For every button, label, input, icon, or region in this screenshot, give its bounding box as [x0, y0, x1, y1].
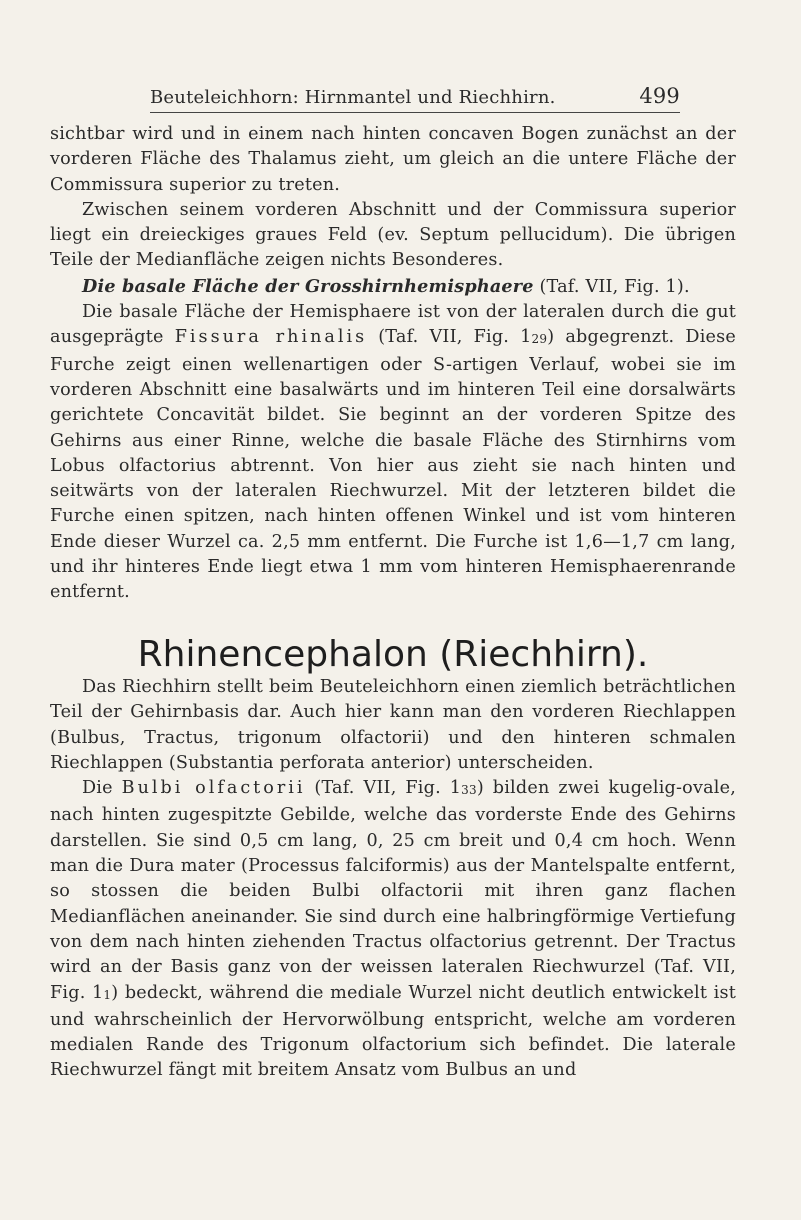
figure-subscript: 33 — [461, 783, 477, 798]
header-rule — [150, 112, 680, 113]
figure-subscript: 29 — [531, 332, 548, 347]
page-number: 499 — [639, 84, 680, 108]
section-heading-title: Die basale Fläche der Grosshirnhemisphaere — [82, 275, 534, 297]
text-run: (Taf. VII, Fig. 1 — [367, 327, 532, 348]
paragraph — [50, 776, 736, 1084]
section-heading — [50, 274, 736, 300]
running-header — [150, 84, 680, 108]
text-run: Die — [82, 778, 122, 799]
text-run: ) abgegrenzt. Diese Furche zeigt einen wellenartigen oder S-artigen Verlauf, wobei sie im vorderen Abschnitt eine basalwärts und im hinteren Teil eine dorsalwärts gerichtete Concavität bildet. Sie beginnt an der vorderen Spitze des Gehirns aus einer Rinne, welche die basale Fläche des Stirnhirns vom Lobus olfactorius abtrennt. Von hier aus zieht sie nach hinten und seitwärts von der lateralen Riechwurzel. Mit der letzteren bildet die Furche einen spitzen, nach hinten offenen Winkel und ist vom hinteren Ende dieser Wurzel ca. 2,5 mm entfernt. Die Furche ist 1,6—1,7 cm lang, und ihr hinteres Ende liegt etwa 1 mm vom hinteren Hemisphaerenrande entfernt. — [50, 327, 736, 603]
section-heading-ref: (Taf. VII, Fig. 1). — [533, 276, 690, 297]
paragraph: Zwischen seinem vorderen Abschnitt und der Commissura superior liegt ein dreieckiges graues Feld (ev. Septum pellucidum). Die übrigen Teile der Medianfläche zeigen nichts Besonderes. — [50, 199, 736, 271]
text-run: (Taf. VII, Fig. 1 — [305, 778, 462, 799]
term-spaced: Fissura rhinalis — [174, 327, 368, 348]
running-title: Beuteleichhorn: Hirnmantel und Riechhirn. — [150, 87, 556, 108]
figure-subscript: 1 — [103, 987, 112, 1002]
text-run: ) bedeckt, während die mediale Wurzel nicht deutlich entwickelt ist und wahrscheinlich der Hervorwölbung entspricht, welche am vorderen medialen Rande des Trigonum olfactorium sich befindet. Die laterale Riechwurzel fängt mit breitem Ansatz vom Bulbus an und — [50, 982, 736, 1081]
paragraph: Das Riechhirn stellt beim Beuteleichhorn einen ziemlich beträchtlichen Teil der Gehirnbasis dar. Auch hier kann man den vorderen Riechlappen (Bulbus, Tractus, trigonum olfactorii) und den hinteren schmalen Riechlappen (Substantia perforata anterior) unterscheiden. — [50, 676, 736, 773]
text-run: Die basale Fläche der Hemisphaere ist von der lateralen durch die gut ausgeprägte — [50, 302, 736, 348]
paragraph: sichtbar wird und in einem nach hinten concaven Bogen zunächst an der vorderen Fläche des Thalamus zieht, um gleich an die untere Fläche der Commissura superior zu treten. — [50, 124, 736, 195]
page-body — [50, 122, 736, 1084]
term-spaced: Bulbi olfactorii — [121, 778, 306, 799]
paragraph — [50, 300, 736, 606]
chapter-title: Rhinencephalon (Riechhirn). — [137, 633, 649, 675]
text-run: ) bilden zwei kugelig-ovale, nach hinten zugespitzte Gebilde, welche das vorderste Ende des Gehirns darstellen. Sie sind 0,5 cm lang, 0, 25 cm breit und 0,4 cm hoch. Wenn man die Dura mater (Processus falciformis) aus der Mantelspalte entfernt, so stossen die beiden Bulbi olfactorii mit ihren ganz flachen Medianflächen aneinander. Sie sind durch eine halbringförmige Vertiefung von dem nach hinten ziehenden Tractus olfactorius getrennt. Der Tractus wird an der Basis ganz von der weissen lateralen Riechwurzel (Taf. VII, Fig. 1 — [50, 778, 736, 1003]
